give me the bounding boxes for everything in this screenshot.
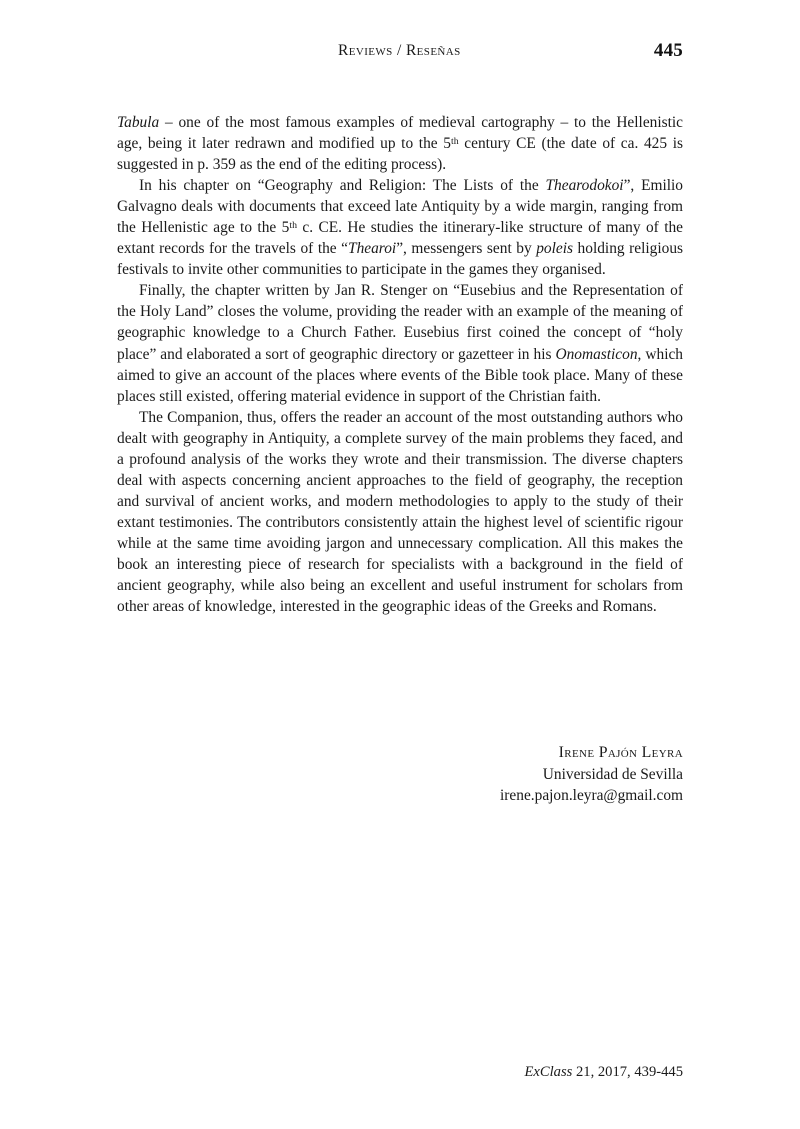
journal-citation: 21, 2017, 439-445 xyxy=(572,1064,683,1080)
author-email: irene.pajon.leyra@gmail.com xyxy=(500,787,683,805)
title-tabula: Tabula xyxy=(117,114,160,131)
text-run: – one of the most famous examples of medieval cartography – to the Hellenistic age, being it later redrawn and modified up to the 5 xyxy=(117,114,683,153)
text-run: holding religious festivals to invite other communities to participate in the games they organised. xyxy=(117,240,683,279)
term-thearodokoi: Thearodokoi xyxy=(545,177,624,195)
journal-name: ExClass xyxy=(524,1064,573,1080)
page-footer xyxy=(117,1064,683,1081)
ordinal-suffix: th xyxy=(289,220,298,232)
text-run: Finally, the chapter written by Jan R. Stenger on “Eusebius and the Representation of the Holy Land” closes the volume, providing the reader with an example of the meaning of geographic knowledge to a Church Father. Eusebius first coined the concept of “holy place” and elaborated a sort of geographic directory or gazetteer in his xyxy=(117,282,683,363)
author-signature-block xyxy=(117,742,683,807)
term-poleis: poleis xyxy=(536,240,573,258)
paragraph-companion xyxy=(117,407,683,617)
paragraph-tabula xyxy=(117,112,683,175)
title-onomasticon: Onomasticon xyxy=(555,345,638,363)
text-run: century CE (the date of ca. 425 is suggested in p. 359 as the end of the editing process). xyxy=(117,135,683,174)
text-run: ”, messengers sent by xyxy=(396,240,537,258)
author-affiliation: Universidad de Sevilla xyxy=(542,765,683,783)
text-run: In his chapter on “Geography and Religion: The Lists of the xyxy=(139,177,546,195)
author-name: Irene Pajón Leyra xyxy=(558,744,683,761)
text-run: c. CE. He studies the itinerary-like structure of many of the extant records for the travels of the “ xyxy=(117,219,683,258)
text-run: The Companion, thus, offers the reader an account of the most outstanding authors who dealt with geography in Antiquity, a complete survey of the main problems they faced, and a profound analysis of the works they wrote and their transmission. The diverse chapters deal with aspects concerning ancient approaches to the field of geography, the reception and survival of ancient works, and modern methodologies to apply to the study of their extant testimonies. The contributors consistently attain the highest level of scientific rigour while at the same time avoiding jargon and unnecessary complication. All this makes the book an interesting piece of research for specialists with a background in the field of ancient geography, while also being an excellent and useful instrument for scholars from other areas of knowledge, interested in the geographic ideas of the Greeks and Romans. xyxy=(117,408,683,616)
paragraph-galvagno xyxy=(117,175,683,280)
text-run: , which aimed to give an account of the places where events of the Bible took place. Many of these places still existed, offering material evidence in support of the Christian faith. xyxy=(117,345,683,405)
ordinal-suffix: th xyxy=(450,135,459,147)
text-run: ”, Emilio Galvagno deals with documents that exceed late Antiquity by a wide margin, ranging from the Hellenistic age to the 5 xyxy=(117,177,683,237)
running-head xyxy=(117,42,683,68)
page-number: 445 xyxy=(653,40,683,61)
term-thearoi: Thearoi xyxy=(348,240,397,258)
body-text-block xyxy=(117,112,683,617)
running-head-title: Reviews / Reseñas xyxy=(338,42,461,59)
paragraph-stenger xyxy=(117,280,683,406)
